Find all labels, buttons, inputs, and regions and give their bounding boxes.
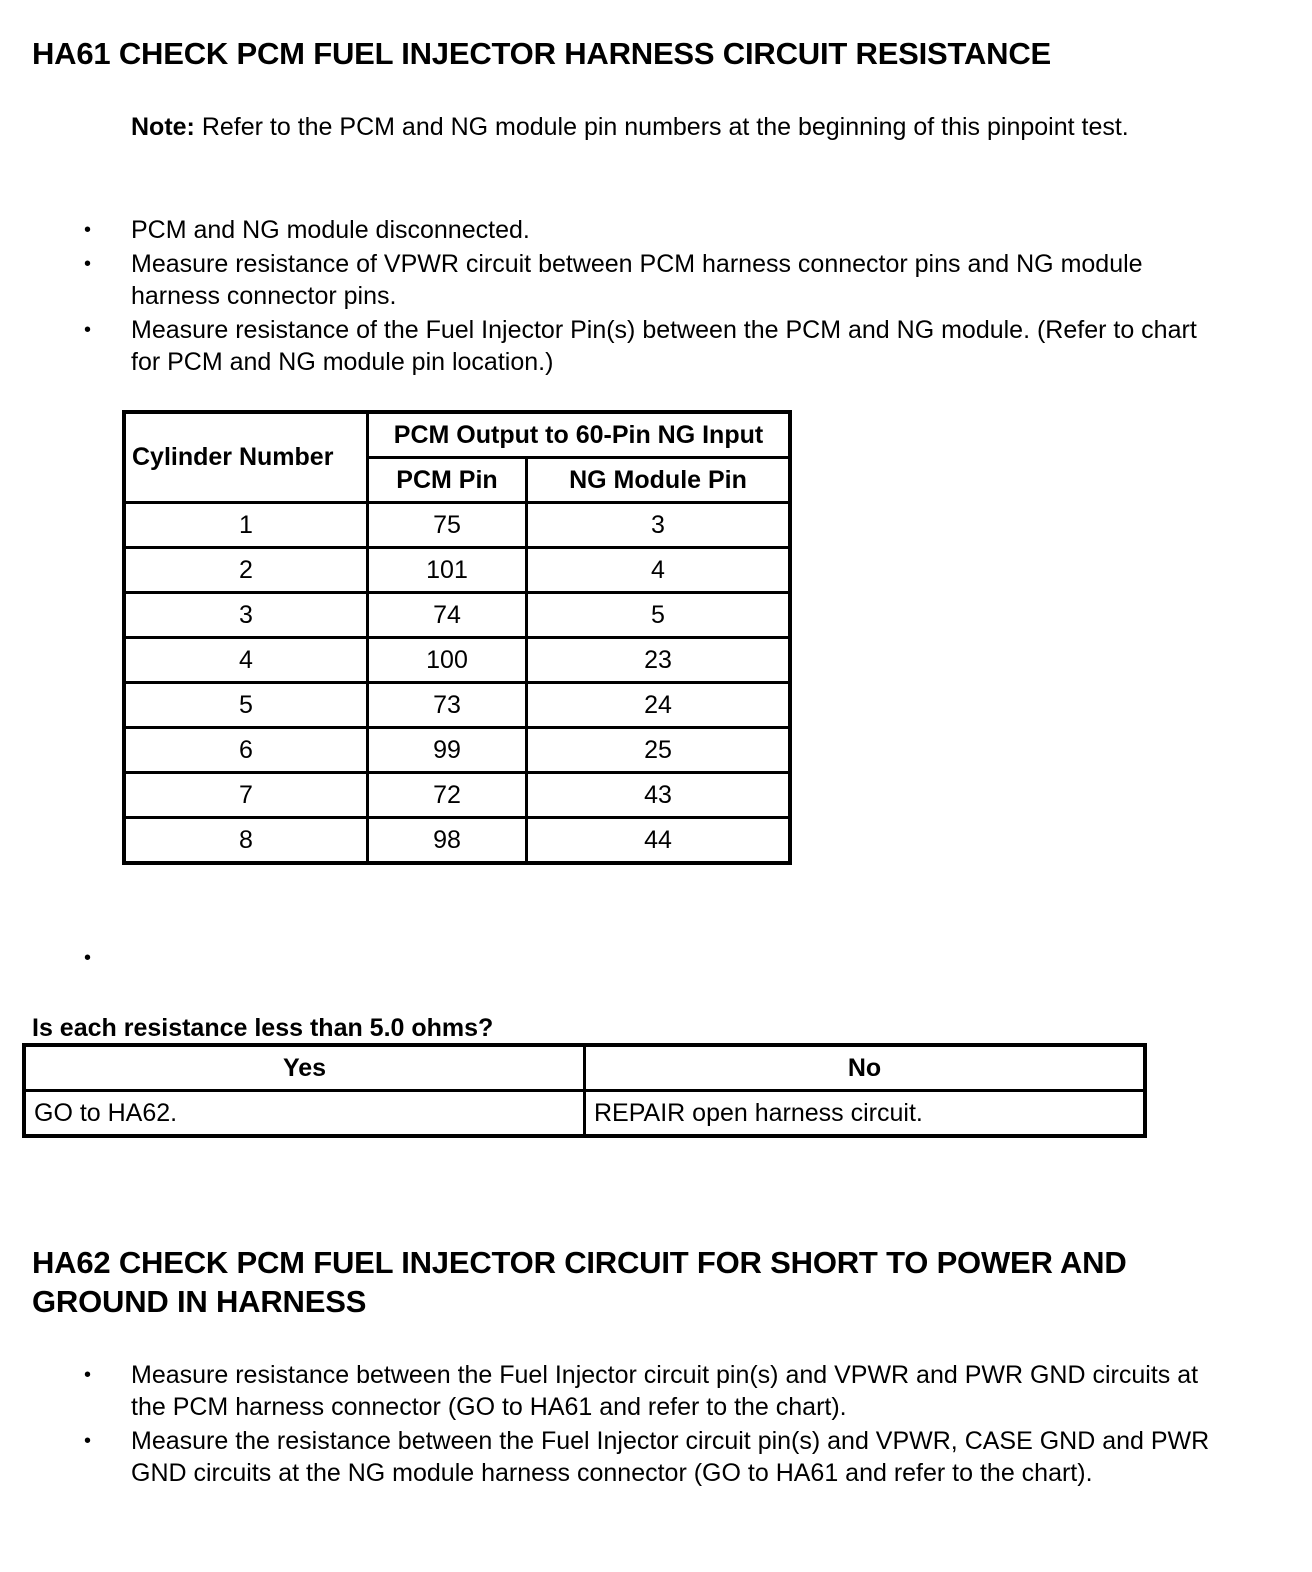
cell-pcm-pin: 98 <box>368 818 527 864</box>
cell-pcm-pin: 74 <box>368 593 527 638</box>
section-heading-ha62: HA62 CHECK PCM FUEL INJECTOR CIRCUIT FOR SHORT TO POWER AND GROUND IN HARNESS <box>32 1245 1127 1319</box>
cell-cylinder: 8 <box>124 818 368 864</box>
cell-cylinder: 2 <box>124 548 368 593</box>
cell-ng-pin: 43 <box>527 773 791 818</box>
cell-pcm-pin: 100 <box>368 638 527 683</box>
table-row <box>124 548 790 593</box>
list-item-text: Measure resistance of the Fuel Injector Pin(s) between the PCM and NG module. (Refer to chart for PCM and NG module pin location.) <box>131 316 1197 376</box>
cell-ng-pin: 25 <box>527 728 791 773</box>
cell-pcm-pin: 75 <box>368 503 527 548</box>
col-header-pcm-pin: PCM Pin <box>368 458 527 503</box>
bullet-icon: • <box>84 1364 92 1386</box>
list-item <box>0 314 1221 378</box>
pin-table <box>122 410 792 865</box>
list-item <box>0 1425 1221 1489</box>
cell-pcm-pin: 72 <box>368 773 527 818</box>
cell-cylinder: 1 <box>124 503 368 548</box>
cell-pcm-pin: 73 <box>368 683 527 728</box>
col-header-group: PCM Output to 60-Pin NG Input <box>368 412 791 458</box>
cell-cylinder: 3 <box>124 593 368 638</box>
cell-cylinder: 4 <box>124 638 368 683</box>
list-item <box>0 248 1221 312</box>
table-row <box>124 773 790 818</box>
no-header: No <box>585 1045 1146 1091</box>
cell-ng-pin: 5 <box>527 593 791 638</box>
table-row <box>124 503 790 548</box>
cell-ng-pin: 44 <box>527 818 791 864</box>
bullet-icon: • <box>84 947 92 969</box>
col-header-ng-pin: NG Module Pin <box>527 458 791 503</box>
section-heading-ha61: HA61 CHECK PCM FUEL INJECTOR HARNESS CIRCUIT RESISTANCE <box>32 36 1052 71</box>
bullet-icon: • <box>84 253 92 275</box>
decision-table <box>22 1043 1147 1138</box>
cell-ng-pin: 24 <box>527 683 791 728</box>
cell-cylinder: 7 <box>124 773 368 818</box>
ha62-bullet-list <box>0 1359 1221 1491</box>
cell-cylinder: 5 <box>124 683 368 728</box>
col-header-cylinder: Cylinder Number <box>124 412 368 503</box>
cell-ng-pin: 4 <box>527 548 791 593</box>
list-item-text: Measure resistance of VPWR circuit between PCM harness connector pins and NG module harness connector pins. <box>131 250 1143 310</box>
yes-header: Yes <box>24 1045 585 1091</box>
note-label: Note: <box>131 113 195 141</box>
table-row <box>124 728 790 773</box>
list-item <box>0 214 1221 246</box>
list-item-text: Measure the resistance between the Fuel Injector circuit pin(s) and VPWR, CASE GND and PWR GND circuits at the NG module harness connector (GO to HA61 and refer to the chart). <box>131 1427 1210 1487</box>
list-item <box>0 1359 1221 1423</box>
cell-pcm-pin: 101 <box>368 548 527 593</box>
bullet-icon: • <box>84 1430 92 1452</box>
cell-ng-pin: 23 <box>527 638 791 683</box>
cell-pcm-pin: 99 <box>368 728 527 773</box>
note-paragraph <box>131 111 1221 143</box>
no-action: REPAIR open harness circuit. <box>585 1091 1146 1137</box>
question-text: Is each resistance less than 5.0 ohms? <box>32 1014 494 1042</box>
table-row <box>124 593 790 638</box>
table-row <box>124 638 790 683</box>
table-row <box>124 683 790 728</box>
list-item-text: Measure resistance between the Fuel Injector circuit pin(s) and VPWR and PWR GND circuits at the PCM harness connector (GO to HA61 and refer to the chart). <box>131 1361 1199 1421</box>
bullet-icon: • <box>84 219 92 241</box>
cell-cylinder: 6 <box>124 728 368 773</box>
list-item-text: PCM and NG module disconnected. <box>131 216 530 244</box>
table-row <box>124 818 790 864</box>
bullet-icon: • <box>84 319 92 341</box>
table-row <box>24 1091 1145 1137</box>
yes-action: GO to HA62. <box>24 1091 585 1137</box>
ha61-bullet-list <box>0 214 1221 380</box>
note-text: Refer to the PCM and NG module pin numbers at the beginning of this pinpoint test. <box>194 113 1129 141</box>
cell-ng-pin: 3 <box>527 503 791 548</box>
